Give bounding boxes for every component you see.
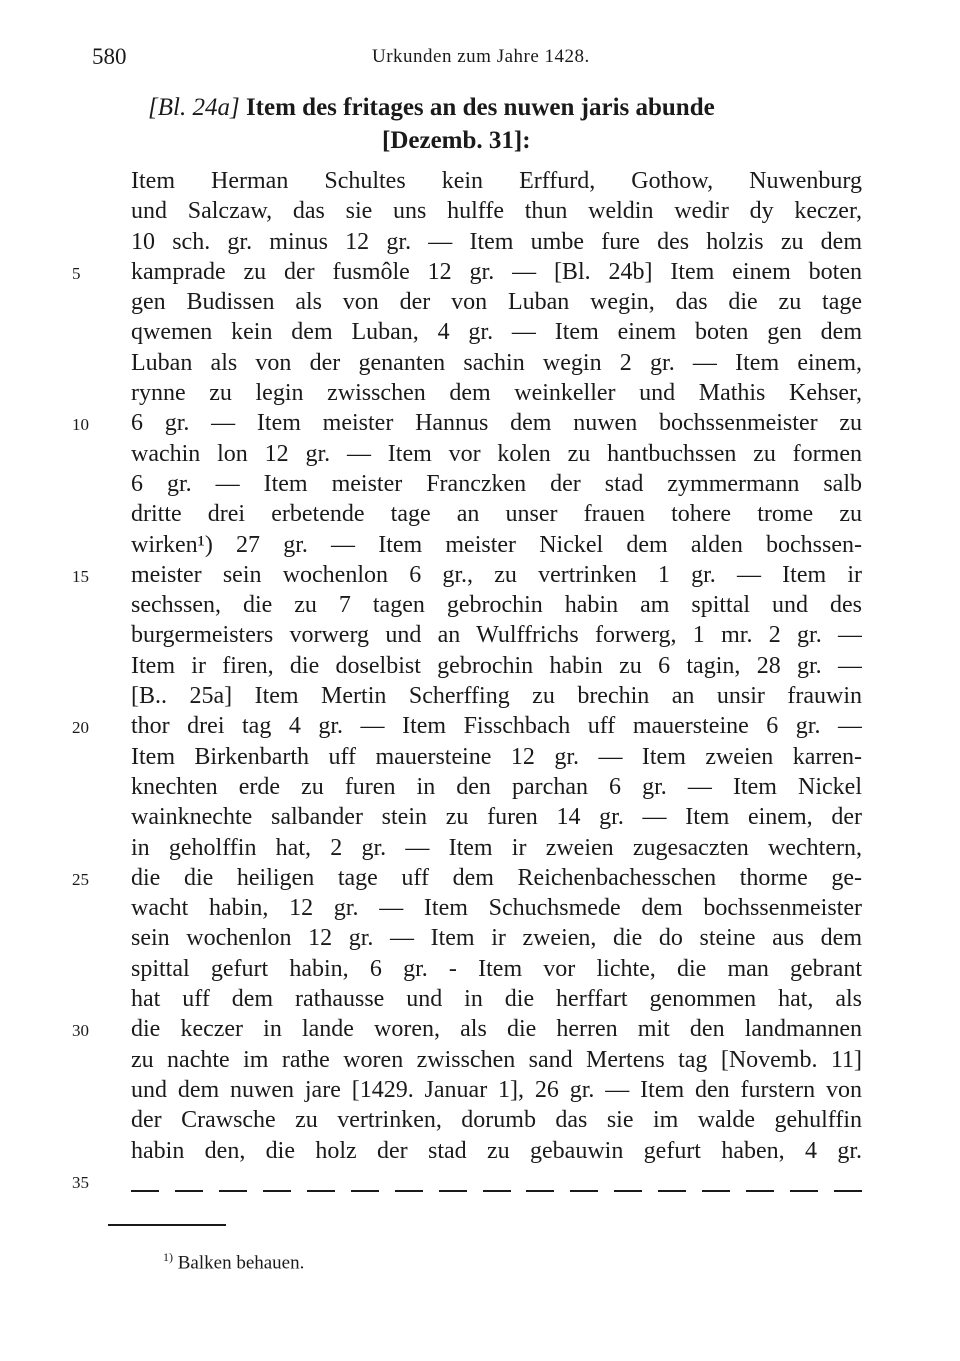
dash-segment <box>526 1190 554 1192</box>
line-number: 20 <box>72 718 89 738</box>
text-line: und Salczaw, das sie uns hulffe thun weldin wedir dy keczer, <box>131 198 862 225</box>
dash-segment <box>439 1190 467 1192</box>
page-number: 580 <box>92 44 127 69</box>
text-line: der Crawsche zu vertrinken, dorumb das sie im walde gehulffin <box>131 1107 862 1134</box>
text-line: knechten erde zu furen in den parchan 6 gr. — Item Nickel <box>131 773 862 800</box>
text-line: 6 gr. — Item meister Franczken der stad zymmermann salb <box>131 470 862 497</box>
footnote <box>163 1250 304 1274</box>
footnote-text: Balken behauen. <box>177 1252 305 1274</box>
text-line: thor drei tag 4 gr. — Item Fisschbach uff mauersteine 6 gr. — <box>131 713 862 740</box>
running-title: Urkunden zum Jahre 1428. <box>372 46 590 67</box>
text-line: hat uff dem rathausse und in die herffart genommen hat, als <box>131 986 862 1013</box>
text-line: und dem nuwen jare [1429. Januar 1], 26 gr. — Item den furstern von <box>131 1076 862 1103</box>
text-line: dritte drei erbetende tage an unser frauen tohere trome zu <box>131 501 862 528</box>
text-line: wacht habin, 12 gr. — Item Schuchsmede dem bochssenmeister <box>131 895 862 922</box>
dash-segment <box>614 1190 642 1192</box>
text-line: wachin lon 12 gr. — Item vor kolen zu hantbuchssen zu formen <box>131 440 862 467</box>
dash-segment <box>307 1190 335 1192</box>
text-line: Luban als von der genanten sachin wegin 2 gr. — Item einem, <box>131 349 862 376</box>
footnote-rule <box>108 1224 226 1226</box>
text-line: Item ir firen, die doselbist gebrochin habin zu 6 tagin, 28 gr. — <box>131 652 862 679</box>
text-line: in geholffin hat, 2 gr. — Item ir zweien zugesaczten wechtern, <box>131 834 862 861</box>
line-number: 35 <box>72 1172 89 1192</box>
dash-segment <box>175 1190 203 1192</box>
text-line: meister sein wochenlon 6 gr., zu vertrinken 1 gr. — Item ir <box>131 561 862 588</box>
line-number: 30 <box>72 1021 89 1041</box>
line-number: 15 <box>72 566 89 586</box>
entry-heading-text: Item des fritages an des nuwen jaris abunde <box>239 94 715 121</box>
line-number: 10 <box>72 415 89 435</box>
dash-segment <box>263 1190 291 1192</box>
dash-segment <box>351 1190 379 1192</box>
dash-segment <box>702 1190 730 1192</box>
text-line: die keczer in lande woren, als die herren mit den landmannen <box>131 1016 862 1043</box>
line-number: 5 <box>72 263 81 283</box>
dash-segment <box>395 1190 423 1192</box>
text-line: habin den, die holz der stad zu gebauwin gefurt haben, 4 gr. <box>131 1137 862 1164</box>
text-line: burgermeisters vorwerg und an Wulffrichs forwerg, 1 mr. 2 gr. — <box>131 622 862 649</box>
text-line: wainknechte salbander stein zu furen 14 gr. — Item einem, der <box>131 804 862 831</box>
dash-segment <box>483 1190 511 1192</box>
text-line: Item Herman Schultes kein Erffurd, Gothow, Nuwenburg <box>131 168 862 194</box>
text-line: spittal gefurt habin, 6 gr. - Item vor lichte, die man gebrant <box>131 955 862 982</box>
text-line: gen Budissen als von der von Luban wegin, das die zu tage <box>131 289 862 316</box>
document-body-text <box>131 166 862 1166</box>
entry-heading-line-1 <box>148 94 848 122</box>
text-line: Item Birkenbarth uff mauersteine 12 gr. — Item zweien karren- <box>131 743 862 770</box>
text-line: qwemen kein dem Luban, 4 gr. — Item einem boten gen dem <box>131 319 862 346</box>
text-line: kamprade zu der fusmôle 12 gr. — [Bl. 24b] Item einem boten <box>131 258 862 285</box>
folio-reference: [Bl. 24a] <box>148 94 240 121</box>
entry-heading-date: [Dezemb. 31]: <box>382 127 531 154</box>
dash-segment <box>790 1190 818 1192</box>
text-line: 6 gr. — Item meister Hannus dem nuwen bochssenmeister zu <box>131 410 862 437</box>
dash-segment <box>570 1190 598 1192</box>
line-number: 25 <box>72 869 89 889</box>
dash-segment <box>219 1190 247 1192</box>
dash-segment <box>834 1190 862 1192</box>
text-line: 10 sch. gr. minus 12 gr. — Item umbe fure des holzis zu dem <box>131 228 862 255</box>
text-line: wirken¹) 27 gr. — Item meister Nickel dem alden bochssen- <box>131 531 862 558</box>
text-line: [B.. 25a] Item Mertin Scherffing zu brechin an unsir frauwin <box>131 683 862 710</box>
text-line: sechssen, die zu 7 tagen gebrochin habin am spittal und des <box>131 592 862 619</box>
text-line: sein wochenlon 12 gr. — Item ir zweien, die do steine aus dem <box>131 925 862 952</box>
dash-segment <box>131 1190 159 1192</box>
text-line: die die heiligen tage uff dem Reichenbachesschen thorme ge- <box>131 864 862 891</box>
dash-segment <box>658 1190 686 1192</box>
dash-segment <box>746 1190 774 1192</box>
footnote-marker: 1) <box>163 1250 173 1264</box>
section-end-dashed-rule <box>131 1184 862 1194</box>
text-line: rynne zu legin zwisschen dem weinkeller und Mathis Kehser, <box>131 380 862 407</box>
text-line: zu nachte im rathe woren zwisschen sand Mertens tag [Novemb. 11] <box>131 1046 862 1073</box>
